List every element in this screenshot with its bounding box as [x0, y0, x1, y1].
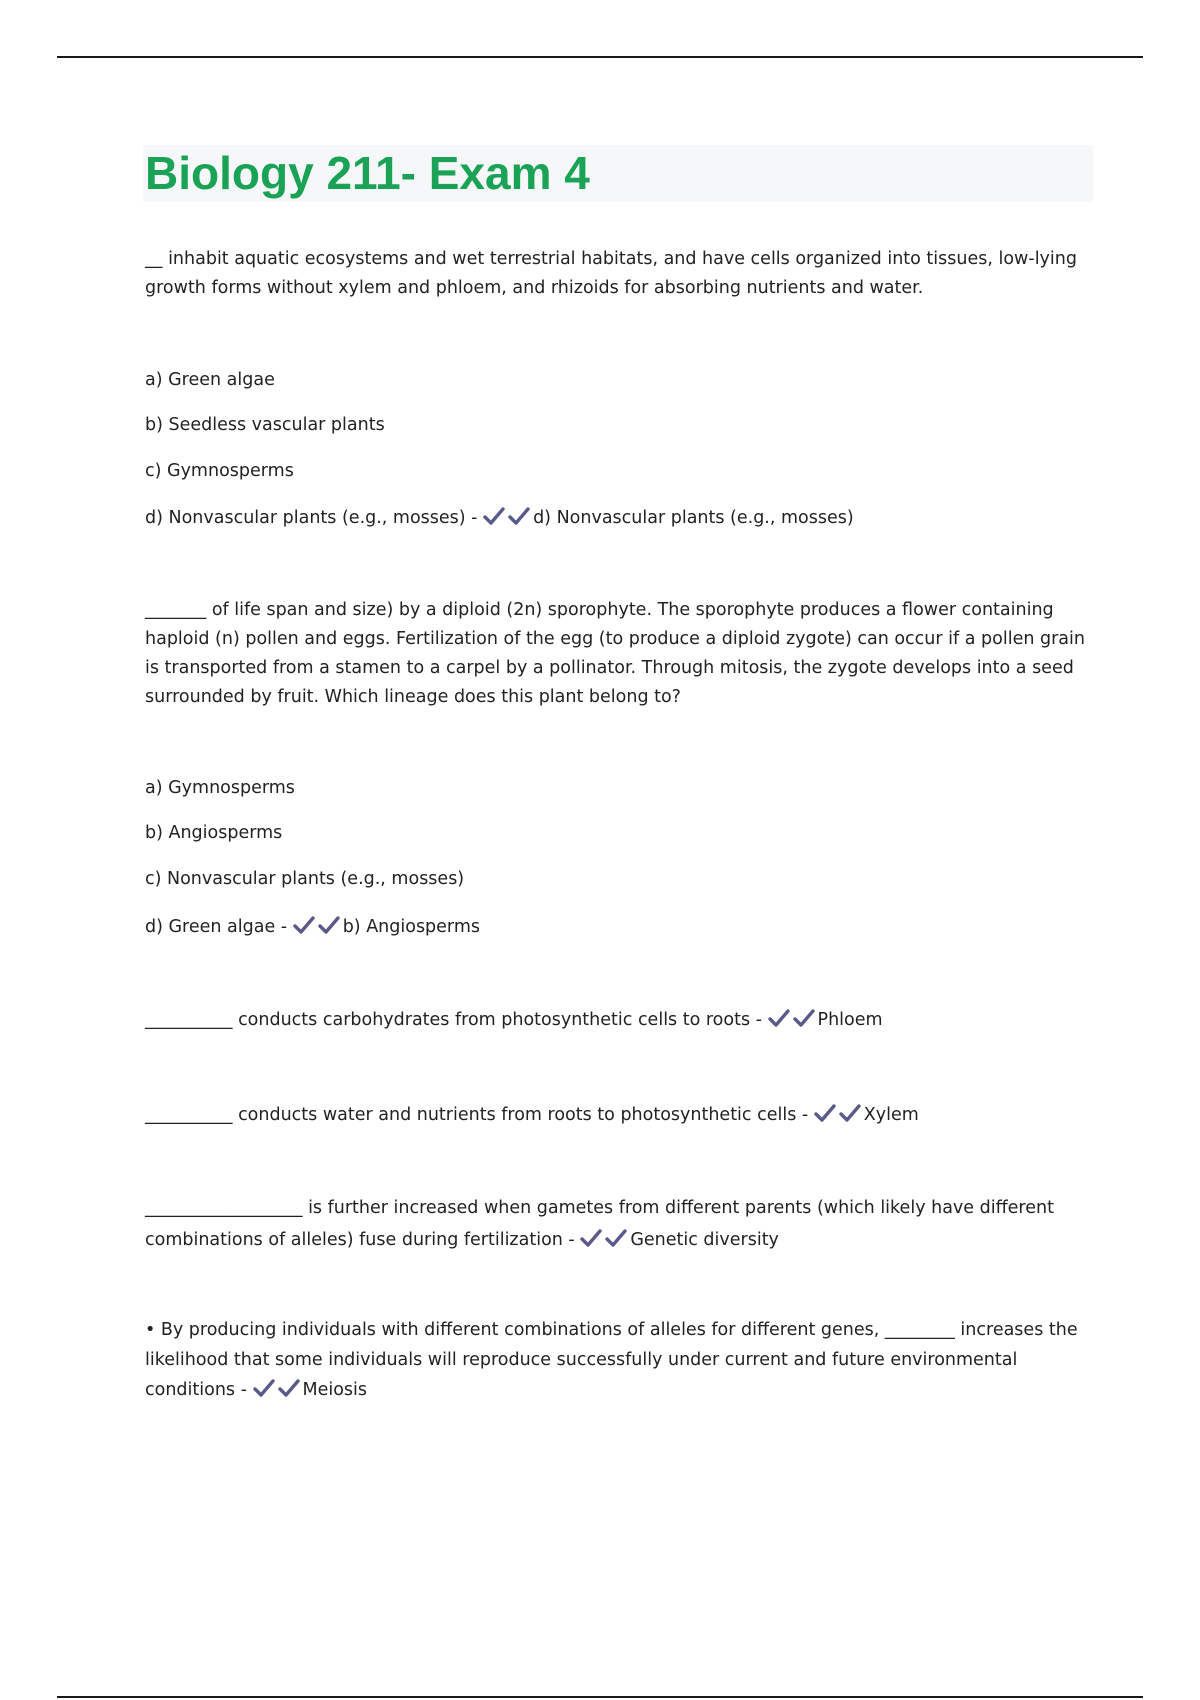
- question-3-line: [145, 1006, 1085, 1035]
- question-6-line: [145, 1315, 1085, 1405]
- question-1-text: __ inhabit aquatic ecosystems and wet terrestrial habitats, and have cells organized into tissues, low-lying growth forms without xylem and phloem, and rhizoids for absorbing nutrients and water.: [145, 249, 1077, 298]
- question-5-text: __________________ is further increased when gametes from different parents (which likely have different combinations of alleles) fuse during fertilization -: [145, 1198, 1054, 1250]
- check-icon: [508, 506, 530, 526]
- check-icon: [278, 1378, 300, 1398]
- question-1-option-b: b) Seedless vascular plants: [145, 415, 385, 435]
- question-4-line: [145, 1101, 1085, 1130]
- question-1-answer: d) Nonvascular plants (e.g., mosses): [533, 508, 854, 528]
- document-title: Biology 211- Exam 4: [145, 147, 590, 199]
- question-4-answer: Xylem: [863, 1105, 919, 1125]
- check-icon: [293, 915, 315, 935]
- question-1-option-c: c) Gymnosperms: [145, 461, 294, 481]
- check-icon: [605, 1228, 627, 1248]
- question-3-answer: Phloem: [817, 1010, 883, 1030]
- bottom-rule: [57, 1696, 1143, 1698]
- check-icon: [318, 915, 340, 935]
- check-icon: [253, 1378, 275, 1398]
- question-1-option-a: a) Green algae: [145, 370, 275, 390]
- check-icon: [814, 1103, 836, 1123]
- question-3-text: __________ conducts carbohydrates from photosynthetic cells to roots -: [145, 1010, 762, 1030]
- check-icon: [768, 1008, 790, 1028]
- question-5-answer: Genetic diversity: [630, 1230, 779, 1250]
- question-2-option-c: c) Nonvascular plants (e.g., mosses): [145, 869, 465, 889]
- question-2-answer: b) Angiosperms: [342, 917, 480, 937]
- question-6-answer: Meiosis: [302, 1380, 368, 1400]
- check-icon: [793, 1008, 815, 1028]
- question-1-option-d: d) Nonvascular plants (e.g., mosses) -: [145, 508, 478, 528]
- question-2-text: _______ of life span and size) by a diploid (2n) sporophyte. The sporophyte produces a flower containing haploid (n) pollen and eggs. Fertilization of the egg (to produce a diploid zygote) can occur if a pollen grain is transported from a stamen to a carpel by a pollinator. Through mitosis, the zygote develops into a seed surrounded by fruit. Which lineage does this plant belong to?: [145, 600, 1085, 707]
- question-4-text: __________ conducts water and nutrients from roots to photosynthetic cells -: [145, 1105, 809, 1125]
- check-icon: [483, 506, 505, 526]
- question-6-text: • By producing individuals with different combinations of alleles for different genes, ________ increases the likelihood that some individuals will reproduce successfully under current and future environmental conditions -: [145, 1320, 1078, 1400]
- question-5-line: [145, 1192, 1085, 1256]
- question-2-option-d: d) Green algae -: [145, 917, 288, 937]
- top-rule: [57, 56, 1143, 58]
- question-1-option-d-answer-line: [145, 504, 1085, 533]
- check-icon: [580, 1228, 602, 1248]
- question-2-option-d-answer-line: [145, 913, 1085, 942]
- question-2-option-b: b) Angiosperms: [145, 823, 283, 843]
- question-2-option-a: a) Gymnosperms: [145, 778, 295, 798]
- check-icon: [839, 1103, 861, 1123]
